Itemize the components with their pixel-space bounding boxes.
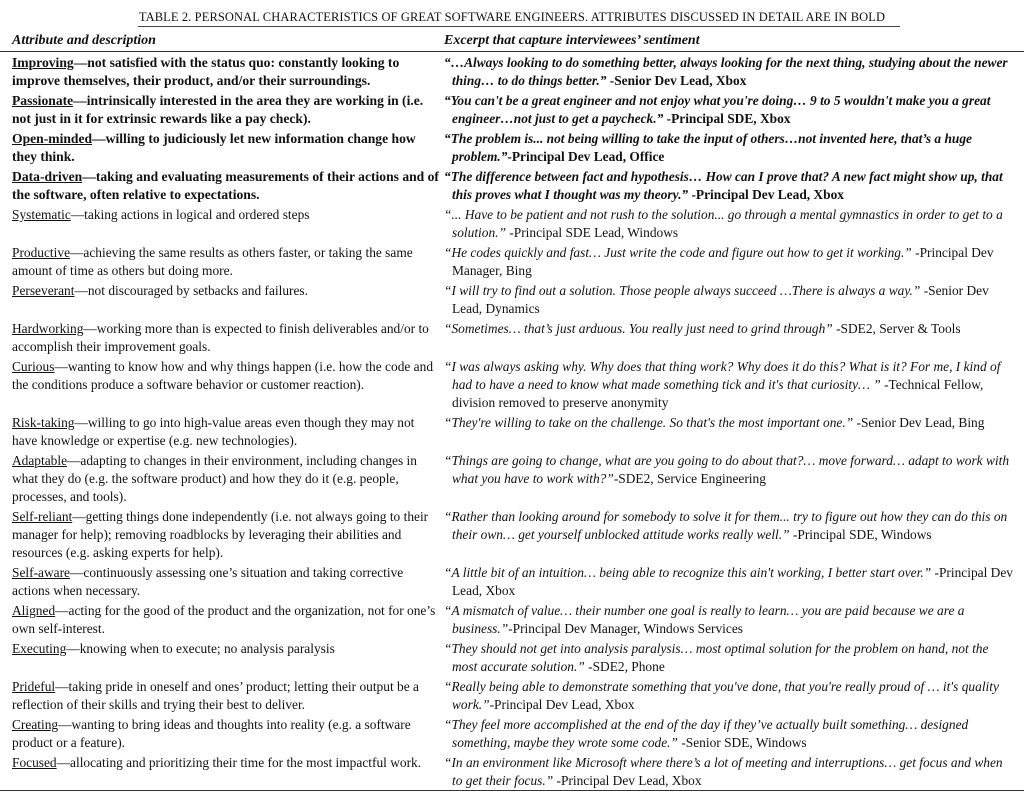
excerpt-quote: “He codes quickly and fast… Just write the code and figure out how to get it working.” bbox=[444, 245, 912, 260]
excerpt-cell bbox=[444, 206, 1016, 242]
table-header bbox=[0, 33, 1024, 52]
table-row bbox=[0, 54, 1024, 92]
attribute-cell bbox=[12, 358, 440, 394]
attribute-description: —willing to judiciously let new information change how they think. bbox=[12, 131, 416, 164]
excerpt-attribution: -Principal Dev Lead, Xbox bbox=[688, 187, 844, 202]
excerpt-cell bbox=[444, 678, 1016, 714]
table-row bbox=[0, 282, 1024, 320]
excerpt-attribution: -Senior Dev Lead, Xbox bbox=[606, 73, 747, 88]
table-row bbox=[0, 168, 1024, 206]
table-row bbox=[0, 754, 1024, 792]
excerpt-attribution: -Technical Fellow, division removed to preserve anonymity bbox=[452, 377, 984, 410]
table-row bbox=[0, 452, 1024, 508]
table-body bbox=[0, 54, 1024, 792]
attribute-name: Improving bbox=[12, 55, 74, 70]
attribute-description: —adapting to changes in their environment, including changes in what they do (e.g. the software product) and how they do it (e.g. people, processes, and tools). bbox=[12, 453, 417, 504]
attribute-name: Adaptable bbox=[12, 453, 68, 468]
attribute-name: Prideful bbox=[12, 679, 56, 694]
excerpt-attribution: -SDE2, Server & Tools bbox=[832, 321, 961, 336]
attribute-name: Open-minded bbox=[12, 131, 93, 146]
excerpt-cell bbox=[444, 754, 1016, 790]
excerpt-attribution: -Principal Dev Lead, Xbox bbox=[452, 565, 1013, 598]
attribute-name: Self-reliant bbox=[12, 509, 73, 524]
excerpt-attribution: -Senior Dev Lead, Dynamics bbox=[452, 283, 989, 316]
table-row bbox=[0, 602, 1024, 640]
excerpt-quote: “They feel more accomplished at the end of the day if they’ve actually built something… designed something, maybe they wrote some code.” bbox=[444, 717, 969, 750]
attribute-name: Self-aware bbox=[12, 565, 70, 580]
table-row bbox=[0, 414, 1024, 452]
column-header-attribute: Attribute and description bbox=[12, 33, 156, 48]
excerpt-quote: “A little bit of an intuition… being able to recognize this ain't working, I better start over.” bbox=[444, 565, 932, 580]
excerpt-cell bbox=[444, 508, 1016, 544]
excerpt-quote: “I will try to find out a solution. Those people always succeed …There is always a way.” bbox=[444, 283, 921, 298]
attribute-cell bbox=[12, 54, 440, 90]
excerpt-quote: “Things are going to change, what are you going to do about that?… move forward… adapt to work with what you have to work with?” bbox=[444, 453, 1010, 486]
attribute-name: Perseverant bbox=[12, 283, 75, 298]
excerpt-attribution: -Principal SDE, Windows bbox=[789, 527, 932, 542]
attribute-cell bbox=[12, 320, 440, 356]
excerpt-cell bbox=[444, 130, 1016, 166]
attribute-name: Aligned bbox=[12, 603, 56, 618]
attribute-cell bbox=[12, 452, 440, 506]
attribute-name: Systematic bbox=[12, 207, 71, 222]
attribute-name: Productive bbox=[12, 245, 71, 260]
excerpt-cell bbox=[444, 320, 1016, 338]
excerpt-cell bbox=[444, 602, 1016, 638]
attribute-description: —wanting to bring ideas and thoughts into reality (e.g. a software product or a feature). bbox=[12, 717, 411, 750]
excerpt-cell bbox=[444, 54, 1016, 90]
excerpt-quote: “A mismatch of value… their number one goal is really to learn… you are paid because we are a business.” bbox=[444, 603, 965, 636]
excerpt-attribution: -SDE2, Service Engineering bbox=[613, 471, 766, 486]
excerpt-attribution: -Principal Dev Lead, Xbox bbox=[553, 773, 702, 788]
excerpt-quote: “Sometimes… that’s just arduous. You really just need to grind through” bbox=[444, 321, 833, 336]
table-row bbox=[0, 716, 1024, 754]
excerpt-quote: “Rather than looking around for somebody to solve it for them... try to figure out how they can do this on their own… get yourself unblocked attitude works really well.” bbox=[444, 509, 1008, 542]
table-row bbox=[0, 130, 1024, 168]
attribute-cell bbox=[12, 508, 440, 562]
excerpt-cell bbox=[444, 414, 1016, 432]
attribute-description: —taking pride in oneself and ones’ product; letting their output be a reflection of their skills and trying their best to deliver. bbox=[12, 679, 419, 712]
excerpt-attribution: -Principal Dev Lead, Xbox bbox=[489, 697, 635, 712]
excerpt-quote: “In an environment like Microsoft where there’s a lot of meeting and interruptions… get focus and when to get their focus.” bbox=[444, 755, 1003, 788]
excerpt-cell bbox=[444, 282, 1016, 318]
table-row bbox=[0, 508, 1024, 564]
attribute-cell bbox=[12, 282, 440, 300]
table-row bbox=[0, 640, 1024, 678]
attribute-description: —achieving the same results as others faster, or taking the same amount of time as others but doing more. bbox=[12, 245, 413, 278]
attribute-cell bbox=[12, 206, 440, 224]
attribute-cell bbox=[12, 678, 440, 714]
excerpt-attribution: -Principal SDE, Xbox bbox=[663, 111, 791, 126]
attribute-description: —continuously assessing one’s situation and taking corrective actions when necessary. bbox=[12, 565, 404, 598]
table-bottom-rule bbox=[0, 790, 1024, 791]
excerpt-quote: “The difference between fact and hypothesis… How can I prove that? A new fact might show up, that this proves what I thought was my theory.” bbox=[444, 169, 1003, 202]
excerpt-attribution: -Senior Dev Lead, Bing bbox=[853, 415, 985, 430]
excerpt-attribution: -Principal Dev Lead, Office bbox=[507, 149, 665, 164]
table-row bbox=[0, 206, 1024, 244]
excerpt-quote: “I was always asking why. Why does that thing work? Why does it do this? What is it? For me, I kind of had to have a need to know what made something tick and it's that curiosity… ” bbox=[444, 359, 1001, 392]
attribute-description: —intrinsically interested in the area they are working in (i.e. not just in it for extrinsic rewards like a pay check). bbox=[12, 93, 424, 126]
excerpt-cell bbox=[444, 92, 1016, 128]
attribute-name: Creating bbox=[12, 717, 59, 732]
table-caption: TABLE 2. PERSONAL CHARACTERISTICS OF GREAT SOFTWARE ENGINEERS. ATTRIBUTES DISCUSSED IN DETAIL ARE IN BOLD bbox=[138, 10, 886, 24]
excerpt-quote: “They're willing to take on the challenge. So that's the most important one.” bbox=[444, 415, 854, 430]
attribute-cell bbox=[12, 564, 440, 600]
attribute-description: —taking and evaluating measurements of their actions and of the software, often relative to expectations. bbox=[12, 169, 439, 202]
excerpt-attribution: -SDE2, Phone bbox=[584, 659, 665, 674]
excerpt-quote: “The problem is... not being willing to take the input of others…not invented here, that’s a huge problem.” bbox=[444, 131, 972, 164]
excerpt-cell bbox=[444, 640, 1016, 676]
attribute-name: Risk-taking bbox=[12, 415, 75, 430]
attribute-cell bbox=[12, 130, 440, 166]
attribute-name: Passionate bbox=[12, 93, 74, 108]
attribute-name: Hardworking bbox=[12, 321, 84, 336]
attribute-name: Curious bbox=[12, 359, 55, 374]
excerpt-quote: “Really being able to demonstrate something that you've done, that you're really proud of … it's quality work.” bbox=[444, 679, 999, 712]
attribute-cell bbox=[12, 414, 440, 450]
excerpt-cell bbox=[444, 358, 1016, 412]
table-row bbox=[0, 92, 1024, 130]
excerpt-attribution: -Senior SDE, Windows bbox=[677, 735, 807, 750]
excerpt-cell bbox=[444, 452, 1016, 488]
attribute-name: Executing bbox=[12, 641, 67, 656]
attribute-description: —knowing when to execute; no analysis paralysis bbox=[66, 641, 335, 656]
excerpt-quote: “... Have to be patient and not rush to the solution... go through a mental gymnastics in order to get to a solution.” bbox=[444, 207, 1003, 240]
caption-rule bbox=[138, 26, 900, 27]
attribute-description: —willing to go into high-value areas even though they may not have knowledge or expertise (e.g. new technologies). bbox=[12, 415, 415, 448]
table-row bbox=[0, 244, 1024, 282]
excerpt-quote: “…Always looking to do something better, always looking for the next thing, studying about the newer thing… to do things better.” bbox=[444, 55, 1008, 88]
attribute-cell bbox=[12, 168, 440, 204]
attribute-description: —allocating and prioritizing their time for the most impactful work. bbox=[56, 755, 422, 770]
excerpt-quote: “You can't be a great engineer and not enjoy what you're doing… 9 to 5 wouldn't make you a great engineer…not just to get a paycheck.” bbox=[444, 93, 991, 126]
attribute-description: —not satisfied with the status quo: constantly looking to improve themselves, their product, and/or their surroundings. bbox=[12, 55, 400, 88]
excerpt-attribution: -Principal Dev Manager, Windows Services bbox=[508, 621, 743, 636]
attribute-description: —acting for the good of the product and the organization, not for one’s own self-interest. bbox=[12, 603, 436, 636]
attribute-cell bbox=[12, 716, 440, 752]
attribute-description: —not discouraged by setbacks and failures. bbox=[74, 283, 308, 298]
excerpt-quote: “They should not get into analysis paralysis… most optimal solution for the problem on hand, not the most accurate solution.” bbox=[444, 641, 989, 674]
attribute-cell bbox=[12, 244, 440, 280]
attribute-cell bbox=[12, 640, 440, 658]
table-row bbox=[0, 564, 1024, 602]
excerpt-cell bbox=[444, 564, 1016, 600]
excerpt-cell bbox=[444, 168, 1016, 204]
attribute-cell bbox=[12, 754, 440, 772]
attribute-description: —taking actions in logical and ordered steps bbox=[70, 207, 310, 222]
attribute-description: —getting things done independently (i.e. not always going to their manager for help); removing roadblocks by leveraging their abilities and resources (e.g. asking experts for help). bbox=[12, 509, 429, 560]
attribute-name: Data-driven bbox=[12, 169, 83, 184]
attribute-cell bbox=[12, 92, 440, 128]
excerpt-cell bbox=[444, 716, 1016, 752]
attribute-description: —working more than is expected to finish deliverables and/or to accomplish their improvement goals. bbox=[12, 321, 429, 354]
table-row bbox=[0, 678, 1024, 716]
column-header-excerpt: Excerpt that capture interviewees’ sentiment bbox=[444, 33, 700, 48]
attribute-description: —wanting to know how and why things happen (i.e. how the code and the conditions produce a software behavior or customer reaction). bbox=[12, 359, 434, 392]
attribute-cell bbox=[12, 602, 440, 638]
excerpt-attribution: -Principal Dev Manager, Bing bbox=[452, 245, 994, 278]
excerpt-attribution: -Principal SDE Lead, Windows bbox=[505, 225, 679, 240]
table-row bbox=[0, 358, 1024, 414]
attribute-name: Focused bbox=[12, 755, 57, 770]
table-row bbox=[0, 320, 1024, 358]
excerpt-cell bbox=[444, 244, 1016, 280]
